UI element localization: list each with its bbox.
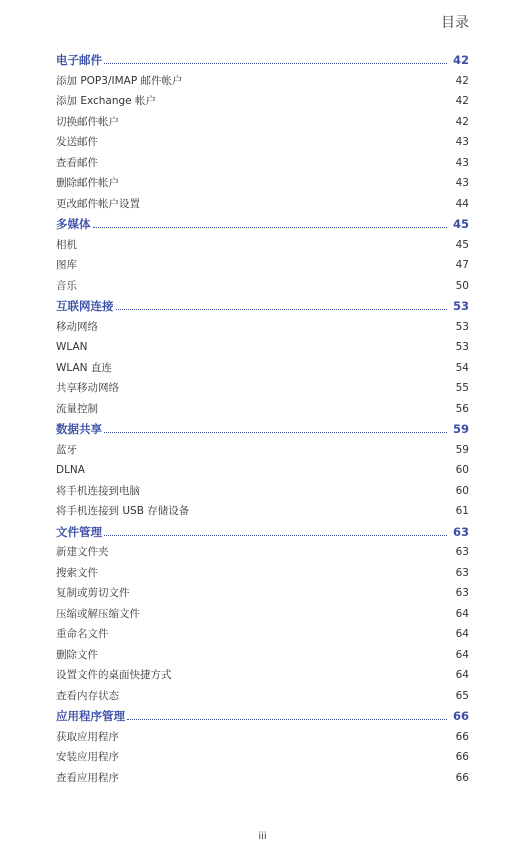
item-title: 复制或剪切文件: [56, 587, 130, 599]
item-title: 搜索文件: [56, 566, 98, 579]
item-title: 删除文件: [56, 648, 98, 661]
toc-item-entry[interactable]: [56, 132, 469, 153]
item-page-number: 42: [455, 115, 469, 128]
toc-item-entry[interactable]: [56, 71, 469, 92]
section-title: 互联网连接: [56, 299, 114, 313]
item-page-number: 53: [455, 320, 469, 333]
toc-item-entry[interactable]: [56, 337, 469, 358]
item-title: 将手机连接到 USB 存储设备: [56, 505, 190, 517]
section-title: 电子邮件: [56, 53, 102, 67]
toc-item-entry[interactable]: [56, 358, 469, 379]
item-title: 查看应用程序: [56, 771, 119, 784]
toc-section-entry[interactable]: [56, 214, 469, 235]
section-page-number: 63: [452, 524, 469, 539]
page-header-title: 目录: [441, 15, 469, 31]
dot-leader: [116, 309, 447, 310]
item-page-number: 60: [455, 484, 469, 497]
toc-item-entry[interactable]: [56, 665, 469, 686]
toc-item-entry[interactable]: [56, 91, 469, 112]
item-page-number: 63: [455, 546, 469, 558]
toc-item-entry[interactable]: [56, 153, 469, 174]
item-title: DLNA: [56, 464, 85, 476]
item-title: WLAN 直连: [56, 361, 112, 374]
section-page-number: 59: [452, 422, 469, 436]
item-title: 设置文件的桌面快捷方式: [56, 669, 172, 681]
toc-item-entry[interactable]: [56, 727, 469, 748]
item-page-number: 66: [455, 771, 469, 784]
toc-item-entry[interactable]: [56, 563, 469, 584]
toc-section-entry[interactable]: [56, 296, 469, 317]
toc-item-entry[interactable]: [56, 112, 469, 133]
item-title: 图库: [56, 259, 77, 271]
item-title: 压缩或解压缩文件: [56, 607, 140, 620]
toc-section-entry[interactable]: [56, 706, 469, 727]
item-page-number: 59: [455, 443, 469, 456]
section-page-number: 66: [452, 709, 469, 723]
toc-item-entry[interactable]: [56, 583, 469, 604]
item-page-number: 54: [455, 361, 469, 374]
section-page-number: 53: [452, 299, 469, 313]
item-page-number: 66: [455, 751, 469, 763]
item-title: 共享移动网络: [56, 382, 119, 394]
section-title: 数据共享: [56, 422, 102, 436]
item-page-number: 64: [455, 607, 469, 620]
toc-item-entry[interactable]: [56, 317, 469, 338]
dot-leader: [104, 432, 447, 433]
item-title: 查看内存状态: [56, 689, 119, 702]
item-page-number: 47: [455, 259, 469, 271]
item-title: 重命名文件: [56, 628, 109, 640]
item-title: 相机: [56, 238, 77, 251]
item-page-number: 53: [455, 341, 469, 353]
toc-section-entry[interactable]: [56, 50, 469, 71]
toc-item-entry[interactable]: [56, 768, 469, 789]
item-page-number: 63: [455, 566, 469, 579]
toc-item-entry[interactable]: [56, 481, 469, 502]
toc-section-entry[interactable]: [56, 522, 469, 543]
item-page-number: 64: [455, 648, 469, 661]
toc-item-entry[interactable]: [56, 399, 469, 420]
section-page-number: 45: [452, 217, 469, 231]
item-page-number: 63: [455, 587, 469, 599]
item-page-number: 56: [455, 402, 469, 415]
page-number: iii: [258, 831, 267, 842]
toc-item-entry[interactable]: [56, 542, 469, 563]
item-page-number: 42: [455, 95, 469, 107]
item-title: 发送邮件: [56, 136, 98, 148]
toc-item-entry[interactable]: [56, 460, 469, 481]
section-page-number: 42: [452, 53, 469, 67]
item-page-number: 64: [455, 669, 469, 681]
toc-item-entry[interactable]: [56, 378, 469, 399]
dot-leader: [104, 63, 447, 64]
toc-item-entry[interactable]: [56, 276, 469, 297]
item-page-number: 42: [455, 74, 469, 87]
dot-leader: [93, 227, 447, 228]
item-title: 将手机连接到电脑: [56, 484, 140, 497]
item-page-number: 50: [455, 279, 469, 292]
toc-item-entry[interactable]: [56, 440, 469, 461]
item-page-number: 43: [455, 156, 469, 169]
toc-item-entry[interactable]: [56, 235, 469, 256]
item-title: 蓝牙: [56, 443, 77, 456]
item-page-number: 60: [455, 464, 469, 476]
toc-item-entry[interactable]: [56, 604, 469, 625]
item-title: WLAN: [56, 341, 88, 353]
toc-item-entry[interactable]: [56, 686, 469, 707]
item-page-number: 43: [455, 177, 469, 189]
item-page-number: 44: [455, 197, 469, 210]
toc-item-entry[interactable]: [56, 173, 469, 194]
table-of-contents: [56, 50, 469, 788]
item-title: 安装应用程序: [56, 751, 119, 763]
section-title: 文件管理: [56, 524, 102, 539]
item-page-number: 64: [455, 628, 469, 640]
toc-item-entry[interactable]: [56, 255, 469, 276]
item-page-number: 55: [455, 382, 469, 394]
item-title: 查看邮件: [56, 156, 98, 169]
item-page-number: 43: [455, 136, 469, 148]
item-title: 删除邮件帐户: [56, 177, 119, 189]
item-page-number: 66: [455, 730, 469, 743]
item-title: 新建文件夹: [56, 546, 109, 558]
section-title: 多媒体: [56, 217, 91, 231]
toc-item-entry[interactable]: [56, 501, 469, 522]
section-title: 应用程序管理: [56, 709, 125, 723]
dot-leader: [104, 535, 447, 536]
item-page-number: 65: [455, 689, 469, 702]
item-page-number: 61: [455, 505, 469, 517]
toc-section-entry[interactable]: [56, 419, 469, 440]
item-title: 音乐: [56, 279, 77, 292]
item-title: 获取应用程序: [56, 730, 119, 743]
toc-item-entry[interactable]: [56, 624, 469, 645]
item-title: 移动网络: [56, 320, 98, 333]
item-page-number: 45: [455, 238, 469, 251]
item-title: 流量控制: [56, 402, 98, 415]
dot-leader: [127, 719, 447, 720]
toc-item-entry[interactable]: [56, 747, 469, 768]
item-title: 添加 Exchange 帐户: [56, 95, 156, 107]
item-title: 添加 POP3/IMAP 邮件帐户: [56, 74, 183, 87]
item-title: 切换邮件帐户: [56, 115, 119, 128]
item-title: 更改邮件帐户设置: [56, 197, 140, 210]
toc-item-entry[interactable]: [56, 194, 469, 215]
toc-item-entry[interactable]: [56, 645, 469, 666]
